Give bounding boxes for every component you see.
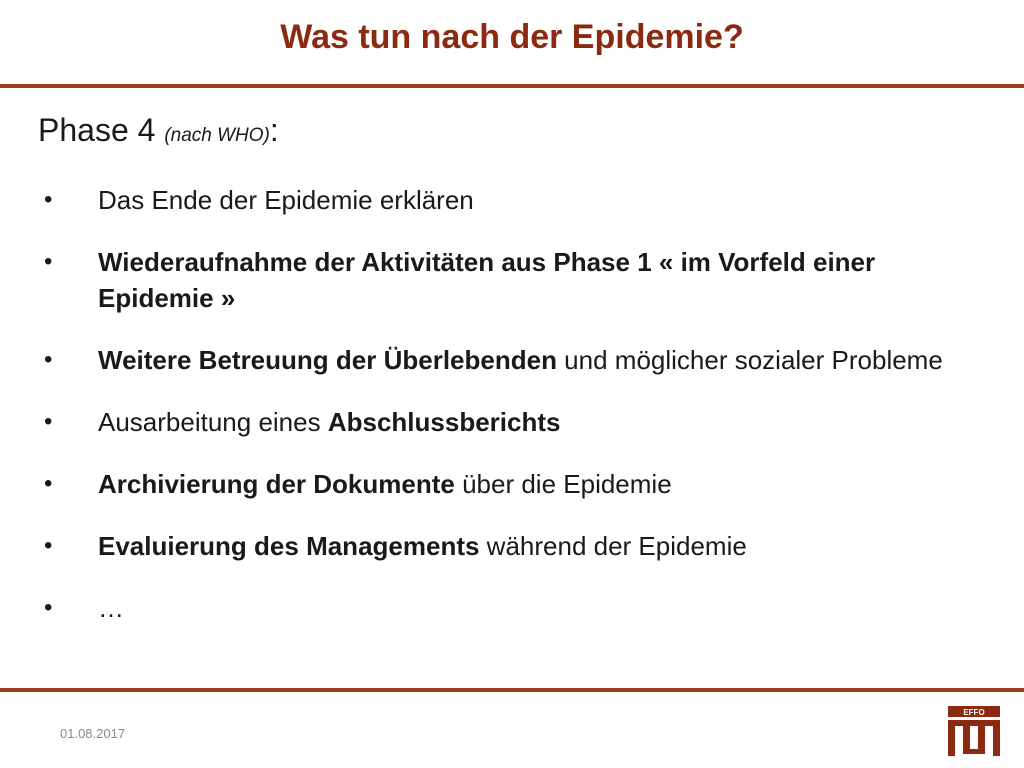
bullet-text-bold: Abschlussberichts — [327, 407, 561, 437]
bullet-text: über die Epidemie — [454, 469, 672, 499]
bullet-list — [0, 182, 1024, 652]
bullet-text: und möglicher sozialer Probleme — [556, 345, 943, 375]
bullet-dot: • — [44, 248, 53, 275]
bottom-divider — [0, 688, 1024, 692]
bullet-dot: • — [44, 532, 53, 559]
bullet-text: Ausarbeitung eines — [98, 407, 328, 437]
list-item — [0, 244, 958, 316]
subtitle-note: (nach WHO) — [164, 125, 270, 146]
bullet-dot: • — [44, 470, 53, 497]
slide-date: 01.08.2017 — [60, 726, 126, 741]
list-item — [0, 528, 958, 564]
subtitle — [38, 112, 279, 149]
slide-title: Was tun nach der Epidemie? — [280, 18, 744, 56]
bullet-text-bold: Wiederaufnahme der Aktivitäten aus Phase 1 « im Vorfeld einer Epidemie » — [98, 247, 876, 313]
bullet-text-bold: Evaluierung des Managements — [98, 531, 480, 561]
bullet-dot: • — [44, 408, 53, 435]
list-item — [0, 182, 958, 218]
logo-text: EFFO — [963, 708, 985, 717]
bullet-text-bold: Weitere Betreuung der Überlebenden — [98, 345, 557, 375]
top-divider — [0, 84, 1024, 88]
list-item — [0, 590, 958, 626]
subtitle-colon: : — [269, 112, 279, 148]
bullet-text: Das Ende der Epidemie erklären — [98, 185, 474, 215]
list-item — [0, 466, 958, 502]
effo-logo-icon — [948, 706, 1000, 756]
list-item — [0, 342, 958, 378]
bullet-dot: • — [44, 186, 53, 213]
subtitle-main: Phase 4 — [38, 112, 165, 148]
bullet-text-bold: Archivierung der Dokumente — [98, 469, 455, 499]
bullet-text: während der Epidemie — [479, 531, 747, 561]
list-item — [0, 404, 958, 440]
bullet-dot: • — [44, 594, 53, 621]
bullet-text: … — [98, 593, 124, 623]
bullet-dot: • — [44, 346, 53, 373]
